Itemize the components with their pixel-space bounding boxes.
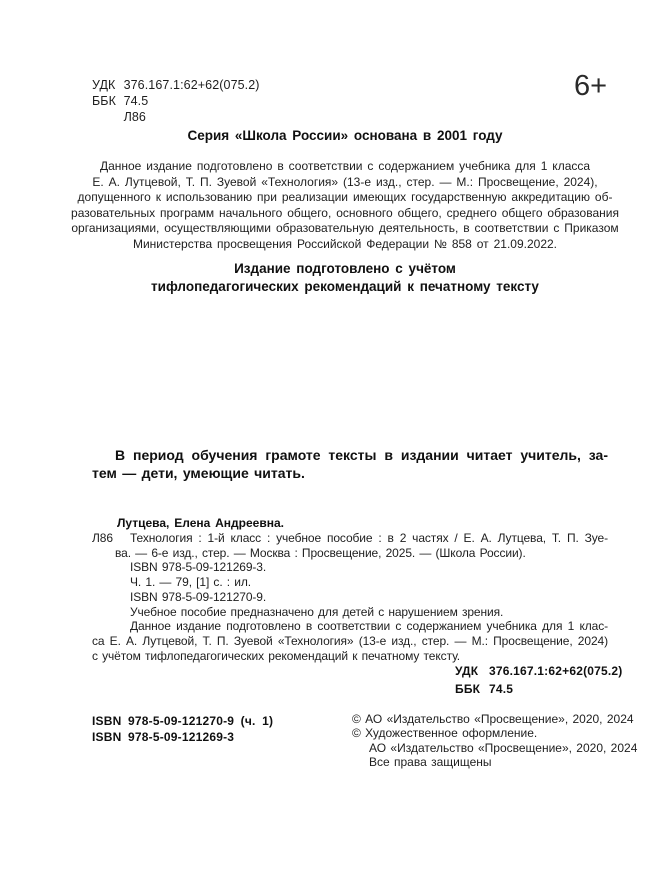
bib-line: ва. — 6-е изд., стер. — Москва : Просвещение, 2025. — (Школа России).	[115, 545, 526, 560]
udk-row	[92, 77, 260, 93]
age-rating-badge: 6+	[574, 70, 608, 102]
udk-row-bottom	[455, 662, 623, 680]
author-sign-top: Л86	[123, 110, 146, 124]
bibliographic-record	[92, 531, 608, 663]
edition-note-line: организациями, осуществляющими образовательную деятельность, в соответствии с Приказом	[71, 221, 619, 236]
reading-note-line: В период обучения грамоте тексты в издании читает учитель, за-	[115, 447, 608, 463]
bib-line-isbn: ISBN 978-5-09-121269-3.	[130, 560, 267, 575]
classification-codes-bottom	[455, 662, 623, 698]
edition-note-line: Е. А. Лутцевой, Т. П. Зуевой «Технология» (13-е изд., стер. — М.: Просвещение, 2024),	[92, 174, 598, 189]
edition-note-line: Данное издание подготовлено в соответствии с содержанием учебника для 1 класса	[99, 159, 591, 173]
author-heading: Лутцева, Елена Андреевна.	[117, 516, 284, 530]
copyright-line: © Художественное оформление.	[352, 726, 538, 741]
classification-codes-top	[92, 77, 260, 125]
bbk-value-bottom: 74.5	[489, 682, 514, 696]
bib-line: Данное издание подготовлено в соответствии с содержанием учебника для 1 клас-	[130, 619, 608, 634]
bbk-label: ББК	[92, 94, 116, 108]
udk-value: 376.167.1:62+62(075.2)	[123, 78, 260, 92]
typhlo-note-line: Издание подготовлено с учётом	[234, 261, 456, 276]
isbn-block	[92, 713, 273, 745]
copyright-line: АО «Издательство «Просвещение», 2020, 2024	[369, 740, 638, 755]
copyright-block	[352, 712, 637, 770]
udk-label-bottom: УДК	[455, 664, 479, 678]
bib-line: Технология : 1-й класс : учебное пособие : в 2 частях / Е. А. Лутцева, Т. П. Зуе-	[130, 531, 608, 545]
bbk-value: 74.5	[123, 94, 149, 108]
bib-line-isbn: ISBN 978-5-09-121270-9.	[130, 589, 267, 604]
bib-line: са Е. А. Лутцевой, Т. П. Зуевой «Технология» (13-е изд., стер. — М.: Просвещение, 2024)	[92, 633, 608, 648]
author-sign-row	[92, 109, 260, 125]
copyright-line: © АО «Издательство «Просвещение», 2020, 2024	[352, 712, 634, 726]
reading-note-line: тем — дети, умеющие читать.	[92, 464, 305, 481]
bbk-label-bottom: ББК	[455, 682, 481, 696]
typhlo-recommendations-note	[40, 260, 650, 296]
edition-note-line: Министерства просвещения Российской Федерации № 858 от 21.09.2022.	[132, 236, 558, 251]
isbn-line: ISBN 978-5-09-121269-3	[92, 730, 235, 744]
bbk-row	[92, 93, 260, 109]
bib-line: Учебное пособие предназначено для детей с нарушением зрения.	[130, 604, 504, 619]
typhlo-note-line: тифлопедагогических рекомендаций к печатному тексту	[151, 279, 539, 294]
author-sign-bib: Л86	[92, 531, 113, 545]
udk-value-bottom: 376.167.1:62+62(075.2)	[489, 664, 623, 678]
series-heading: Серия «Школа России» основана в 2001 году	[187, 128, 503, 143]
bib-line: с учётом тифлопедагогических рекомендаций к печатному тексту.	[92, 648, 461, 663]
edition-note-line: допущенного к использованию при реализации имеющих государственную аккредитацию об-	[77, 190, 613, 205]
edition-conformity-note	[40, 159, 650, 253]
isbn-line: ISBN 978-5-09-121270-9 (ч. 1)	[92, 714, 274, 728]
reading-instruction-note	[92, 447, 608, 482]
udk-label: УДК	[92, 78, 116, 92]
bbk-row-bottom	[455, 680, 623, 698]
copyright-line: Все права защищены	[369, 755, 492, 770]
bib-line: Ч. 1. — 79, [1] с. : ил.	[130, 575, 252, 590]
edition-note-line: разовательных программ начального общего, основного общего, среднего общего образования	[71, 205, 619, 220]
